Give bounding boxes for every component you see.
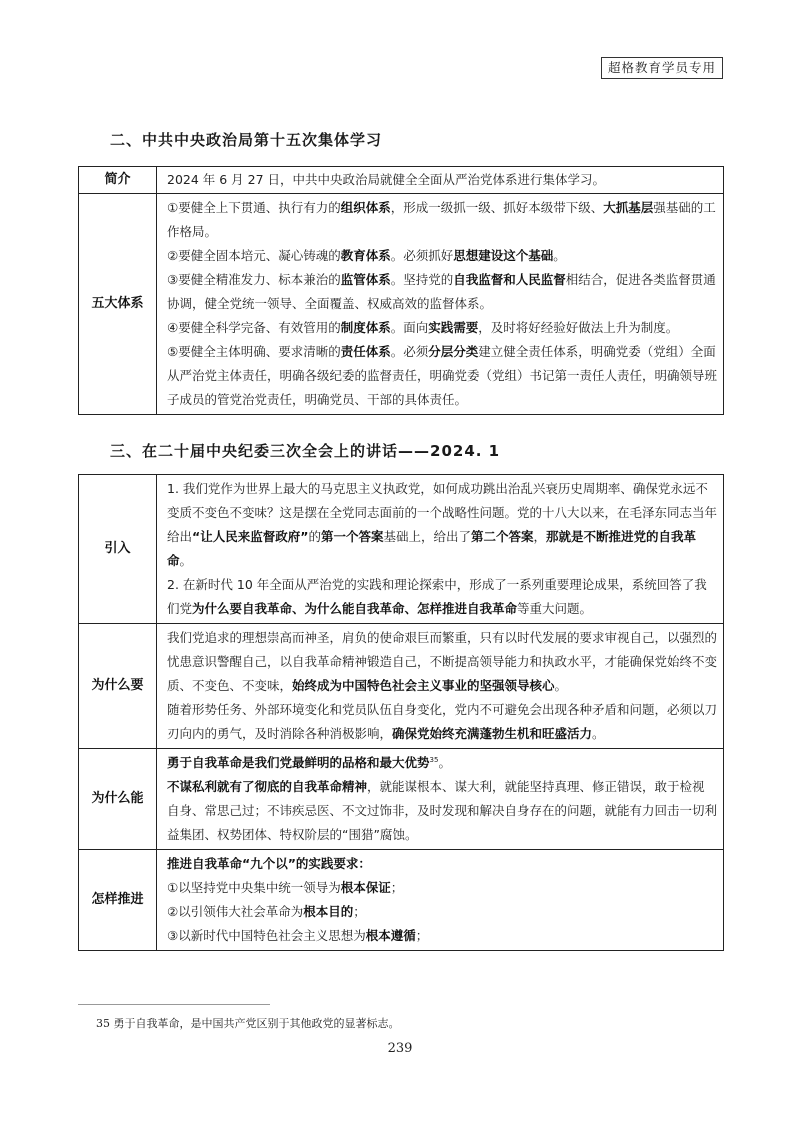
row-label-why-can: 为什么能 [79,749,157,850]
table-row [79,194,724,415]
intro-section-content [157,475,724,624]
section3-title: 三、在二十届中央纪委三次全会上的讲话——2024. 1 [110,442,501,460]
system-item-3: ③要健全精准发力、标本兼治的监管体系。坚持党的自我监督和人民监督相结合，促进各类监督贯通协调，健全党统一领导、全面覆盖、权威高效的监督体系。 [167,272,716,311]
table-row [79,475,724,624]
page-number: 239 [387,1041,413,1056]
row-label-intro-section: 引入 [79,475,157,624]
table-row [79,624,724,749]
row-label-intro: 简介 [79,167,157,194]
how-item-1: ①以坚持党中央集中统一领导为根本保证； [167,880,404,895]
table-row [79,749,724,850]
why-need-paragraph-2: 随着形势任务、外部环境变化和党员队伍自身变化，党内不可避免会出现各种矛盾和问题，必须以刀刃向内的勇气，及时消除各种消极影响，确保党始终充满蓬勃生机和旺盛活力。 [167,702,718,741]
row-label-how: 怎样推进 [79,850,157,951]
table-row [79,850,724,951]
system-item-2: ②要健全固本培元、凝心铸魂的教育体系。必须抓好思想建设这个基础。 [167,248,566,263]
row-label-five-systems: 五大体系 [79,194,157,415]
table-row [79,167,724,194]
how-item-3: ③以新时代中国特色社会主义思想为根本遵循； [167,928,429,943]
section3-table [78,474,724,951]
brand-label: 超格教育学员专用 [601,57,723,79]
why-need-content [157,624,724,749]
why-can-paragraph-2: 不谋私利就有了彻底的自我革命精神，就能谋根本、谋大利，就能坚持真理、修正错误，敢于检视自身、常思己过；不讳疾忌医、不文过饰非，及时发现和解决自身存在的问题，就能有力回击一切利益集团、权势团体、特权阶层的“围猎”腐蚀。 [167,779,718,842]
row-label-why-need: 为什么要 [79,624,157,749]
how-lead: 推进自我革命“九个以”的实践要求： [167,856,371,871]
how-item-2: ②以引领伟大社会革命为根本目的； [167,904,366,919]
why-need-paragraph-1: 我们党追求的理想崇高而神圣，肩负的使命艰巨而繁重，只有以时代发展的要求审视自己，以强烈的忧患意识警醒自己，以自我革命精神锻造自己，不断提高领导能力和执政水平，才能确保党始终不变质、不变色、不变味，始终成为中国特色社会主义事业的坚强领导核心。 [167,630,718,693]
why-can-paragraph-1: 勇于自我革命是我们党最鲜明的品格和最大优势$^{35}$。 [167,755,451,770]
footnote-ref: 35 [429,755,439,764]
footnote: 35 勇于自我革命，是中国共产党区别于其他政党的显著标志。 [96,1017,400,1030]
why-can-content [157,749,724,850]
section2-table [78,166,724,415]
section2-title: 二、中共中央政治局第十五次集体学习 [110,131,383,149]
system-item-4: ④要健全科学完备、有效管用的制度体系。面向实践需要，及时将好经验好做法上升为制度。 [167,320,679,335]
intro-paragraph-1: 1. 我们党作为世界上最大的马克思主义执政党，如何成功跳出治乱兴衰历史周期率、确保党永远不变质不变色不变味？这是摆在全党同志面前的一个战略性问题。党的十八大以来，在毛泽东同志当年给出“让人民来监督政府”的第一个答案基础上，给出了第二个答案，那就是不断推进党的自我革命。 [167,481,718,568]
five-systems-content [157,194,724,415]
how-content [157,850,724,951]
system-item-1: ①要健全上下贯通、执行有力的组织体系，形成一级抓一级、抓好本级带下级、大抓基层强基础的工作格局。 [167,200,716,239]
intro-paragraph-2: 2. 在新时代 10 年全面从严治党的实践和理论探索中，形成了一系列重要理论成果，系统回答了我们党为什么要自我革命、为什么能自我革命、怎样推进自我革命等重大问题。 [167,577,707,616]
footnote-divider [78,1004,270,1005]
system-item-5: ⑤要健全主体明确、要求清晰的责任体系。必须分层分类建立健全责任体系，明确党委（党组）全面从严治党主体责任，明确各级纪委的监督责任，明确党委（党组）书记第一责任人责任，明确领导班子成员的管党治党责任，明确党员、干部的具体责任。 [167,344,718,407]
intro-content: 2024 年 6 月 27 日，中共中央政治局就健全全面从严治党体系进行集体学习。 [157,167,724,194]
